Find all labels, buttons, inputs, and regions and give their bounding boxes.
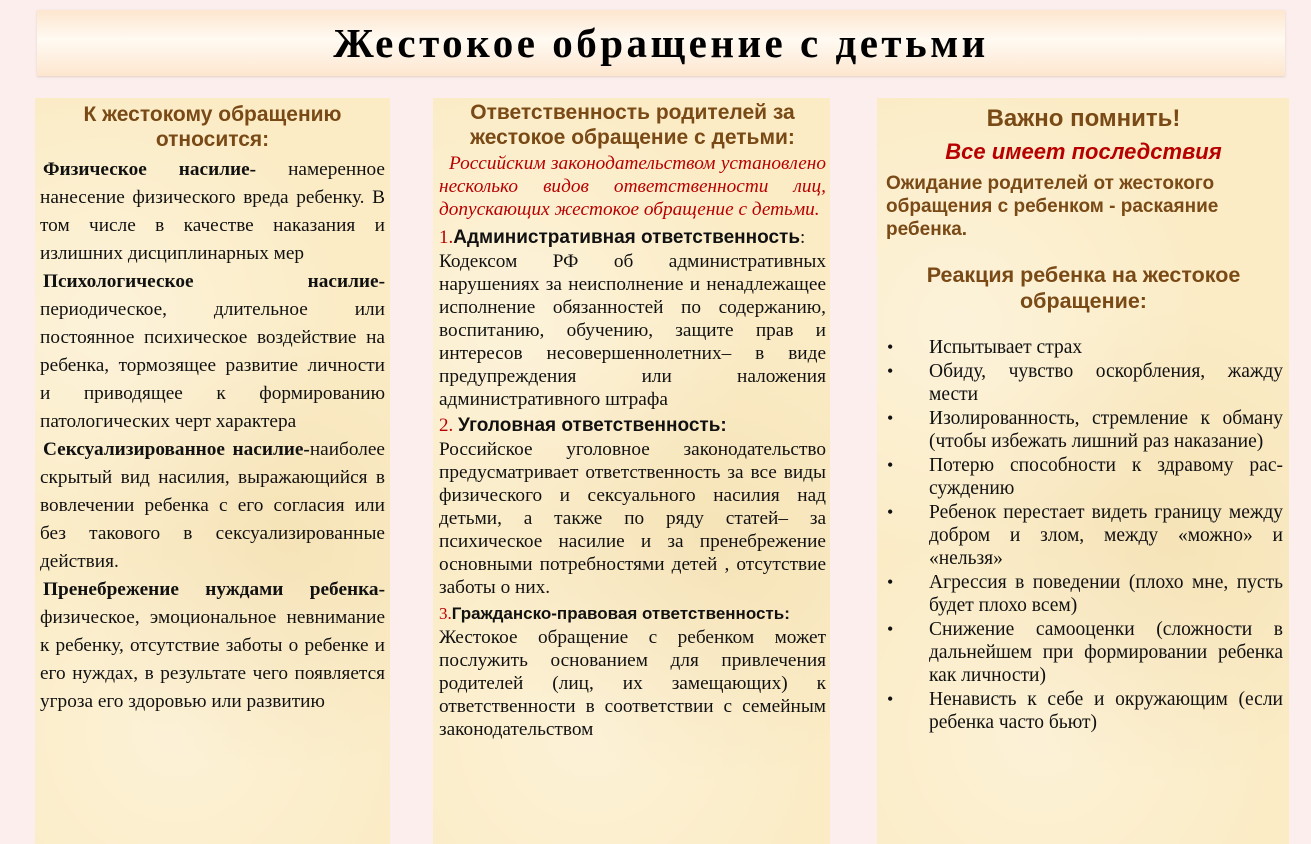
bullet-icon: • bbox=[887, 572, 894, 592]
consequences-subheading: Все имеет последствия bbox=[945, 139, 1222, 164]
reaction-text: Испытывает страх bbox=[929, 337, 1083, 358]
responsibility-number: 2. bbox=[439, 415, 458, 436]
abuse-type-item bbox=[40, 268, 385, 436]
reaction-text: Агрессия в поведении (плохо мне, пусть будет плохо всем) bbox=[929, 572, 1283, 616]
parents-expectation: Ожидание родителей от жестокого обращения с ребенком - раскаяние ребенка. bbox=[886, 173, 1219, 240]
responsibility-colon: : bbox=[800, 227, 806, 248]
reaction-text: Изолированность, стремление к обману (чтобы избежать лишний раз наказание) bbox=[929, 408, 1283, 452]
responsibility-intro: Российским законодательством установлено несколько видов ответственности лиц, допускающих жестокое обращение с детьми. bbox=[439, 153, 826, 220]
abuse-type-term: Сексуализированное насилие- bbox=[43, 439, 310, 460]
bullet-icon: • bbox=[887, 689, 894, 709]
bullet-icon: • bbox=[887, 408, 894, 428]
responsibility-title bbox=[439, 601, 826, 626]
list-item bbox=[884, 360, 1283, 406]
abuse-type-desc: периодическое, длительное или постоянное психическое воздействие на ребенка, тормозящее развитие личности и приводящее к формированию патологических черт характера bbox=[40, 299, 385, 432]
abuse-types-panel bbox=[35, 98, 390, 844]
bullet-icon: • bbox=[887, 455, 894, 475]
reaction-heading: Реакция ребенка на жестокое обращение: bbox=[926, 263, 1241, 313]
reaction-text: Ребенок перестает видеть границу между добром и злом, между «можно» и «нельзя» bbox=[929, 502, 1283, 569]
responsibility-text: Жестокое обращение с ребенком может послужить основанием для привлечения родителей (лиц, их замещающих) к ответственности в соответствии с семейным законодательством bbox=[439, 627, 826, 740]
bullet-icon: • bbox=[887, 619, 894, 639]
list-item bbox=[884, 501, 1283, 570]
bullet-icon: • bbox=[887, 502, 894, 522]
consequences-panel bbox=[877, 98, 1289, 844]
responsibility-name: Гражданско-правовая ответственность: bbox=[451, 604, 790, 623]
bullet-icon: • bbox=[887, 361, 894, 381]
abuse-type-desc: физическое, эмоциональное невнимание к ребенку, отсутствие заботы о ребенке и его нуждах, в результате чего появляется угроза его здоровью или развитию bbox=[40, 607, 385, 712]
list-item bbox=[884, 571, 1283, 617]
title-banner bbox=[37, 10, 1285, 76]
list-item bbox=[884, 407, 1283, 453]
reaction-text: Обиду, чувство оскорбления, жажду мести bbox=[929, 361, 1283, 405]
reaction-text: Снижение самооценки (сложности в дальнейшем при формировании ребенка как личности) bbox=[929, 619, 1283, 686]
responsibility-number: 3. bbox=[439, 604, 452, 623]
abuse-type-term: Физическое насилие- bbox=[43, 159, 257, 180]
abuse-type-desc: намеренное нанесение физического вреда ребенку. В том числе в качестве наказания и излишних дисциплинарных мер bbox=[40, 159, 385, 264]
reaction-text: Ненависть к себе и окружающим (если ребенка часто бьют) bbox=[929, 689, 1283, 733]
abuse-types-heading: К жестокому обращению относится: bbox=[83, 103, 342, 151]
abuse-type-term: Пренебрежение нуждами ребенка- bbox=[43, 579, 385, 600]
remember-heading: Важно помнить! bbox=[986, 105, 1181, 132]
abuse-type-item bbox=[40, 156, 385, 268]
abuse-type-item bbox=[40, 436, 385, 576]
responsibility-panel bbox=[433, 98, 830, 844]
abuse-type-desc: наиболее скрытый вид насилия, выражающийся в вовлечении ребенка с его согласия или без такового в сексуализированные действия. bbox=[40, 439, 385, 572]
bullet-icon: • bbox=[887, 337, 894, 357]
page-title: Жестокое обращение с детьми bbox=[333, 20, 989, 66]
responsibility-name: Уголовная ответственность: bbox=[458, 415, 727, 436]
list-item bbox=[884, 336, 1283, 359]
responsibility-title bbox=[439, 225, 826, 250]
list-item bbox=[884, 688, 1283, 734]
responsibility-title bbox=[439, 413, 826, 438]
reaction-text: Потерю способности к здравому рассуждению bbox=[929, 455, 1283, 499]
responsibility-text: Российское уголовное законодательство предусматривает ответственность за все виды физического и сексуального насилия над детьми, а также по ряду статей– за психическое насилие и за пренебрежение основными потребностями детей , отсутствие заботы о них. bbox=[439, 439, 826, 598]
abuse-type-item bbox=[40, 576, 385, 716]
list-item bbox=[884, 454, 1283, 500]
responsibility-name: Административная ответственность bbox=[453, 227, 801, 248]
responsibility-number: 1. bbox=[439, 227, 454, 248]
reaction-list bbox=[884, 336, 1283, 734]
responsibility-heading: Ответственность родителей за жестокое обращение с детьми: bbox=[470, 101, 795, 149]
responsibility-text: Кодексом РФ об административных нарушениях за неисполнение и ненадлежащее исполнение обязанностей по содержанию, воспитанию, обучению, защите прав и интересов несовершеннолетних– в виде предупреждения или наложения административного штрафа bbox=[439, 251, 826, 410]
list-item bbox=[884, 618, 1283, 687]
abuse-type-term: Психологическое насилие- bbox=[43, 271, 385, 292]
